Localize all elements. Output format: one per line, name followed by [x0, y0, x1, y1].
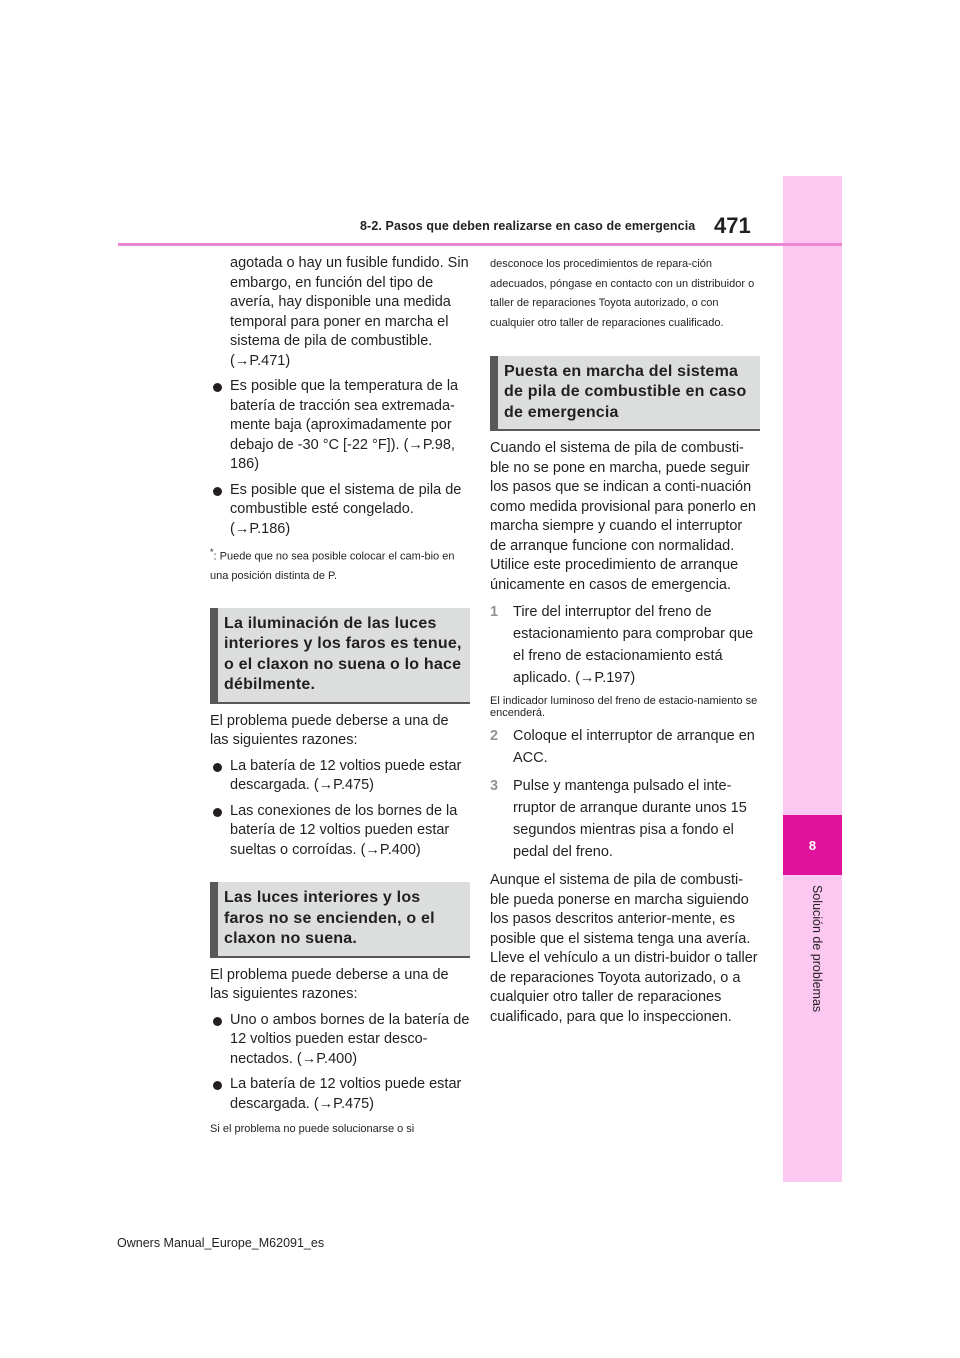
intro-text: agotada o hay un fusible fundido. Sin embargo, en función del tipo de avería, hay disponible una medida temporal para poner en marcha el sistema de pila de combustible. (→P.471) — [230, 255, 469, 369]
step-text: Pulse y mantenga pulsado el inte-rruptor de arranque durante unos 15 segundos mientras pisa a fondo el pedal del freno. — [513, 778, 747, 861]
section-heading-no-lights: Las luces interiores y los faros no se encienden, o el claxon no suena. — [210, 882, 470, 958]
chapter-title: Solución de problemas — [810, 885, 824, 1013]
step-number: 1 — [490, 604, 499, 621]
page-number: 471 — [714, 213, 751, 238]
closing-note: Si el problema no puede solucionarse o si — [210, 1123, 415, 1136]
step-item — [490, 725, 760, 769]
section-heading-dim-lights: La iluminación de las luces interiores y los faros es tenue, o el claxon no suena o lo hace débilmente. — [210, 608, 470, 704]
list-item: Las conexiones de los bornes de la batería de 12 voltios pueden estar sueltas o corroídas. (→P.400) — [210, 802, 470, 861]
step-text: Tire del interruptor del freno de estacionamiento para comprobar que el freno de estacionamiento está aplicado. (→P.197) — [513, 604, 754, 687]
footnote-text: : Puede que no sea posible colocar el cam-bio en una posición distinta de P. — [210, 550, 455, 582]
list-item: Es posible que la temperatura de la batería de tracción sea extremada-mente baja (aproximadamente por debajo de -30 °C [-22 °F]). (→P.98, 186) — [210, 377, 470, 475]
section-intro: El problema puede deberse a una de las siguientes razones: — [210, 966, 449, 1003]
step-item — [490, 601, 760, 689]
footnote-mark: * — [210, 547, 214, 557]
step-number: 3 — [490, 778, 499, 795]
list-item: Es posible que el sistema de pila de combustible esté congelado. (→P.186) — [210, 481, 470, 540]
chapter-number: 8 — [783, 815, 842, 875]
footnote — [210, 543, 470, 586]
left-column — [210, 254, 470, 1139]
footer-text: Owners Manual_Europe_M62091_es — [117, 1236, 325, 1250]
list-item: La batería de 12 voltios puede estar descargada. (→P.475) — [210, 1075, 470, 1114]
continued-note: desconoce los procedimientos de repara-ción adecuados, póngase en contacto con un distribuidor o taller de reparaciones Toyota autorizado, o con cualquier otro taller de reparaciones cualificado. — [490, 258, 755, 330]
list-item: La batería de 12 voltios puede estar descargada. (→P.475) — [210, 757, 470, 796]
step-number: 2 — [490, 728, 499, 745]
closing-paragraph: Aunque el sistema de pila de combusti-ble pueda ponerse en marcha siguiendo los pasos descritos anterior-mente, es posible que el sistema tenga una avería. Lleve el vehículo a un distri-buidor o taller de reparaciones Toyota autorizado, o a cualquier otro taller de reparaciones cualificado, para que lo inspeccionen. — [490, 872, 758, 1025]
section-intro: El problema puede deberse a una de las siguientes razones: — [210, 712, 449, 749]
section-intro-2: Utilice este procedimiento de arranque únicamente en casos de emergencia. — [490, 557, 739, 593]
section-intro: Cuando el sistema de pila de combusti-ble no se pone en marcha, puede seguir los pasos que se indican a conti-nuación como medida provisional para ponerlo en marcha siempre y cuando el interruptor de arranque funcione con normalidad. — [490, 440, 756, 554]
right-column — [490, 255, 760, 1027]
step-note: El indicador luminoso del freno de estacio-namiento se encenderá. — [490, 695, 758, 720]
list-item: Uno o ambos bornes de la batería de 12 voltios pueden estar desco-nectados. (→P.400) — [210, 1011, 470, 1070]
section-heading-emergency-start: Puesta en marcha del sistema de pila de combustible en caso de emergencia — [490, 356, 760, 432]
header-rule — [118, 243, 842, 246]
section-header: 8-2. Pasos que deben realizarse en caso de emergencia — [360, 219, 696, 233]
step-text: Coloque el interruptor de arranque en ACC. — [513, 728, 755, 767]
step-item — [490, 775, 760, 863]
